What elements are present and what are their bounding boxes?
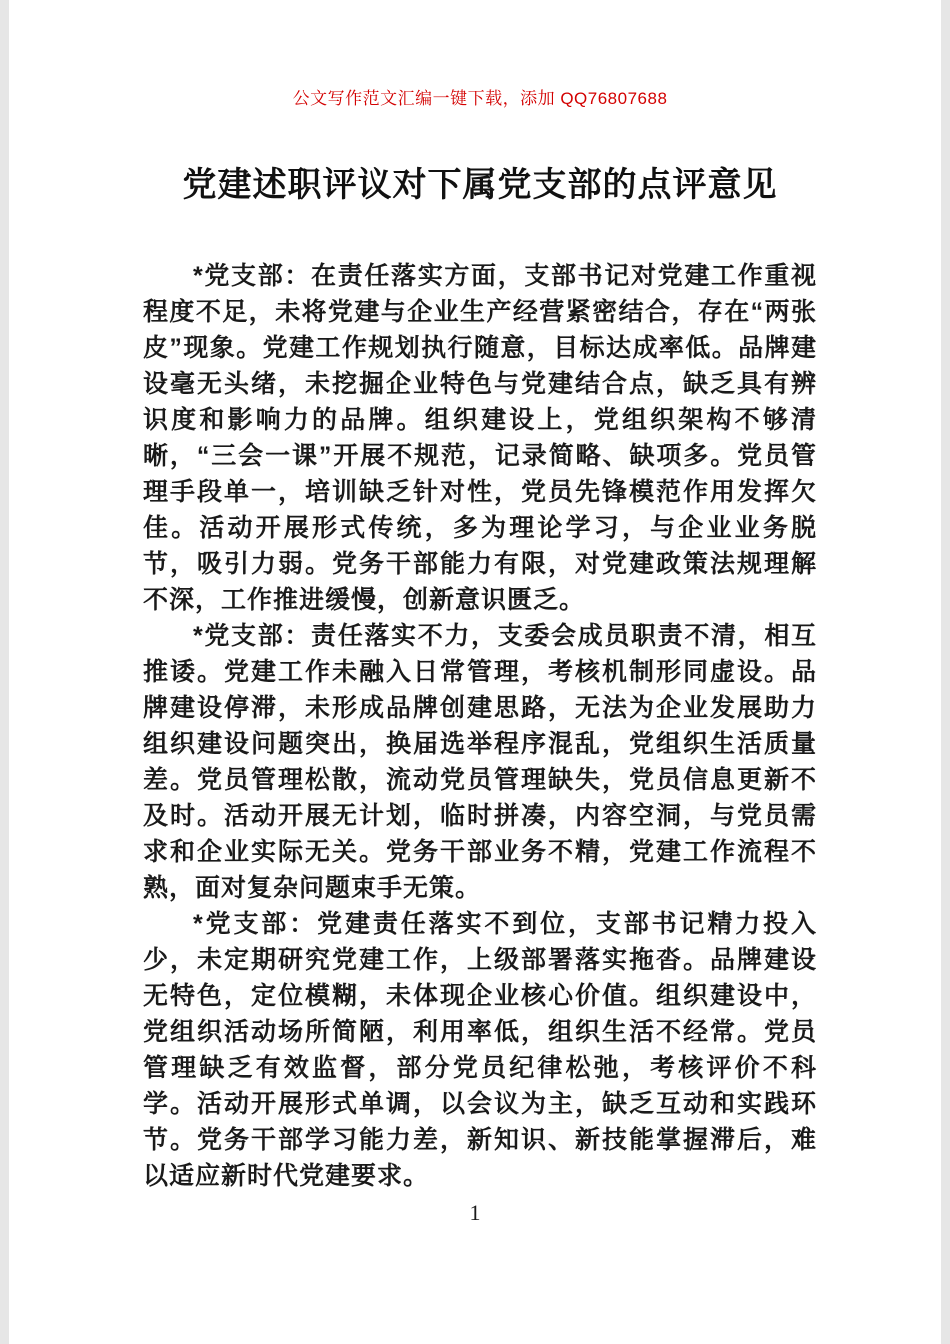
page-number: 1 [469,1200,481,1225]
paragraph-2: *党支部：责任落实不力，支委会成员职责不清，相互推诿。党建工作未融入日常管理，考核机制形同虚设。品牌建设停滞，未形成品牌创建思路，无法为企业发展助力组织建设问题突出，换届选举程序混乱，党组织生活质量差。党员管理松散，流动党员管理缺失，党员信息更新不及时。活动开展无计划，临时拼凑，内容空洞，与党员需求和企业实际无关。党务干部业务不精，党建工作流程不熟，面对复杂问题束手无策。 [143,621,817,902]
document-title: 党建述职评议对下属党支部的点评意见 [182,166,778,204]
document-body [143,258,817,1194]
paragraph-1: *党支部：在责任落实方面，支部书记对党建工作重视程度不足，未将党建与企业生产经营紧密结合，存在“两张皮”现象。党建工作规划执行随意，目标达成率低。品牌建设毫无头绪，未挖掘企业特色与党建结合点，缺乏具有辨识度和影响力的品牌。组织建设上，党组织架构不够清晰，“三会一课”开展不规范，记录简略、缺项多。党员管理手段单一，培训缺乏针对性，党员先锋模范作用发挥欠佳。活动开展形式传统，多为理论学习，与企业业务脱节，吸引力弱。党务干部能力有限，对党建政策法规理解不深，工作推进缓慢，创新意识匮乏。 [143,261,817,614]
document-page [9,0,941,1344]
promo-header-notice: 公文写作范文汇编一键下载，添加 QQ76807688 [292,89,668,108]
paragraph-3: *党支部：党建责任落实不到位，支部书记精力投入少，未定期研究党建工作，上级部署落实拖沓。品牌建设无特色，定位模糊，未体现企业核心价值。组织建设中，党组织活动场所简陋，利用率低，组织生活不经常。党员管理缺乏有效监督，部分党员纪律松弛，考核评价不科学。活动开展形式单调，以会议为主，缺乏互动和实践环节。党务干部学习能力差，新知识、新技能掌握滞后，难以适应新时代党建要求。 [143,909,817,1190]
